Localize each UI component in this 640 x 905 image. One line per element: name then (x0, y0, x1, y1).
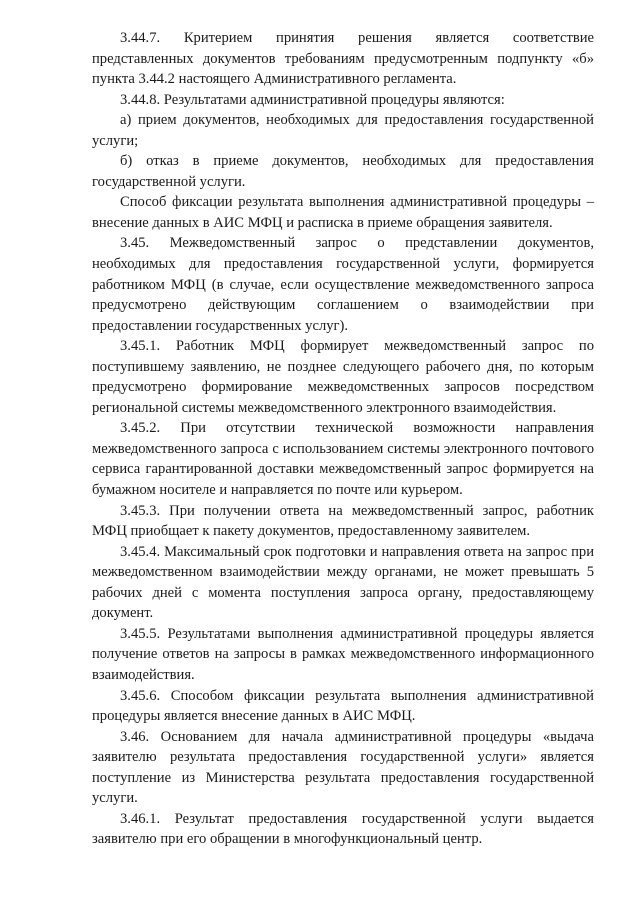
paragraph-3-45-6: 3.45.6. Способом фиксации результата выполнения административной процедуры является внесение данных в АИС МФЦ. (92, 687, 594, 725)
paragraph-3-45: 3.45. Межведомственный запрос о представлении документов, необходимых для предоставления государственной услуги, формируется работником МФЦ (в случае, если осуществление межведомственного запроса предусмотрено действующим соглашением о взаимодействии при предоставлении государственных услуг). (92, 235, 594, 334)
paragraph-3-45-1: 3.45.1. Работник МФЦ формирует межведомственный запрос по поступившему заявлению, не позднее следующего рабочего дня, по которым предусмотрено формирование межведомственных запросов посредством региональной системы межведомственного электронного взаимодействия. (92, 338, 594, 416)
paragraph-fixation-method: Способ фиксации результата выполнения административной процедуры – внесение данных в АИС МФЦ и расписка в приеме обращения заявителя. (92, 194, 594, 231)
paragraph-3-45-4: 3.45.4. Максимальный срок подготовки и направления ответа на запрос при межведомственном взаимодействии между органами, не может превышать 5 рабочих дней с момента поступления запроса органу, предоставляющему документ. (92, 543, 594, 622)
list-item-b: б) отказ в приеме документов, необходимых для предоставления государственной услуги. (92, 153, 594, 190)
paragraph-3-45-2: 3.45.2. При отсутствии технической возможности направления межведомственного запроса с использованием системы электронного почтового сервиса гарантированной доставки межведомственный запрос формируется на бумажном носителе и направляется по почте или курьером. (92, 420, 594, 499)
paragraph-3-46: 3.46. Основанием для начала административной процедуры «выдача заявителю результата предоставления государственной услуги» является поступление из Министерства результата предоставления государственной услуги. (92, 728, 594, 807)
paragraph-3-45-5: 3.45.5. Результатами выполнения административной процедуры является получение ответов на запросы в рамках межведомственного информационного взаимодействия. (92, 625, 594, 683)
list-item-a: а) прием документов, необходимых для предоставления государственной услуги; (92, 112, 594, 149)
document-body (92, 28, 594, 850)
paragraph-3-44-7: 3.44.7. Критерием принятия решения является соответствие представленных документов требованиям предусмотренным подпункту «б» пункта 3.44.2 настоящего Административного регламента. (92, 30, 594, 88)
paragraph-3-44-8: 3.44.8. Результатами административной процедуры являются: (120, 91, 505, 108)
paragraph-3-45-3: 3.45.3. При получении ответа на межведомственный запрос, работник МФЦ приобщает к пакету документов, предоставленному заявителем. (92, 502, 594, 540)
paragraph-3-46-1: 3.46.1. Результат предоставления государственной услуги выдается заявителю при его обращении в многофункциональный центр. (92, 810, 594, 848)
